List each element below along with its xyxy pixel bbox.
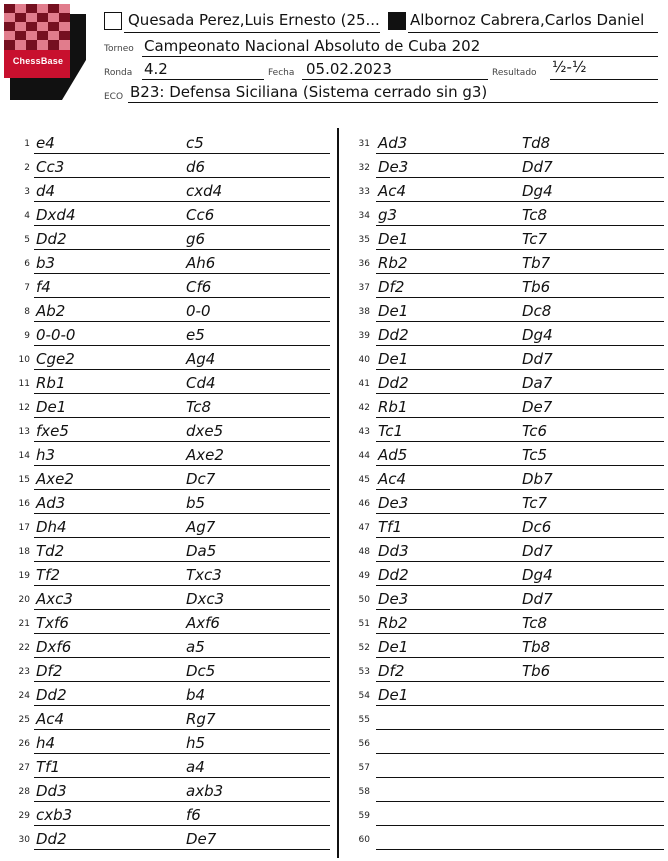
black-move: Dxc3 (186, 590, 225, 608)
white-move: e4 (36, 134, 55, 152)
black-move: Dd7 (522, 158, 553, 176)
move-row (0, 586, 332, 610)
white-move: f4 (36, 278, 51, 296)
move-number: 41 (358, 379, 370, 389)
move-row (344, 826, 664, 850)
white-move: Dd3 (36, 782, 67, 800)
white-move: Rb1 (36, 374, 66, 392)
move-row (344, 658, 664, 682)
white-square-icon (104, 12, 122, 30)
white-move: Cc3 (36, 158, 65, 176)
move-row (0, 226, 332, 250)
move-number: 19 (18, 571, 30, 581)
white-move: Ad5 (378, 446, 408, 464)
move-row (0, 826, 332, 850)
black-move: Db7 (522, 470, 553, 488)
white-move: Dh4 (36, 518, 67, 536)
move-number: 34 (358, 211, 370, 221)
torneo-label: Torneo (104, 44, 134, 54)
move-number: 17 (18, 523, 30, 533)
white-move: Ab2 (36, 302, 66, 320)
black-move: Tc8 (522, 614, 548, 632)
move-number: 29 (18, 811, 30, 821)
white-move: Dxd4 (36, 206, 76, 224)
black-move: g6 (186, 230, 206, 248)
black-move: Cc6 (186, 206, 215, 224)
move-number: 54 (358, 691, 370, 701)
move-number: 10 (18, 355, 30, 365)
black-move: Da5 (186, 542, 217, 560)
move-number: 51 (358, 619, 370, 629)
white-move: Dd3 (378, 542, 409, 560)
black-move: f6 (186, 806, 201, 824)
eco-value: B23: Defensa Siciliana (Sistema cerrado sin g3) (130, 83, 488, 101)
move-number: 2 (24, 163, 30, 173)
move-number: 49 (358, 571, 370, 581)
black-move: Axf6 (186, 614, 220, 632)
white-move: Dd2 (36, 230, 67, 248)
black-move: Ag7 (186, 518, 216, 536)
black-move: Tc6 (522, 422, 548, 440)
white-move: Ac4 (36, 710, 65, 728)
move-row (344, 394, 664, 418)
white-move: h4 (36, 734, 56, 752)
move-number: 36 (358, 259, 370, 269)
white-move: Dd2 (378, 374, 409, 392)
move-row (0, 250, 332, 274)
black-move: Dc6 (522, 518, 552, 536)
move-row (0, 298, 332, 322)
move-row (344, 226, 664, 250)
move-number: 14 (18, 451, 30, 461)
black-move: Tc7 (522, 230, 548, 248)
resultado-value: ½-½ (552, 58, 587, 76)
move-row (344, 562, 664, 586)
move-number: 23 (18, 667, 30, 677)
logo-text: ChessBase (12, 56, 64, 66)
white-move: Df2 (378, 278, 405, 296)
move-row (344, 130, 664, 154)
white-move: Dd2 (378, 326, 409, 344)
resultado-line (550, 79, 658, 80)
white-move: Ac4 (378, 182, 407, 200)
white-move: fxe5 (36, 422, 69, 440)
white-move: Dd2 (36, 686, 67, 704)
white-move: De3 (378, 590, 409, 608)
move-row (344, 706, 664, 730)
black-move: Tc8 (186, 398, 212, 416)
move-number: 44 (358, 451, 370, 461)
black-move: De7 (522, 398, 553, 416)
move-row (344, 250, 664, 274)
move-row (344, 514, 664, 538)
white-move: Ac4 (378, 470, 407, 488)
move-number: 20 (18, 595, 30, 605)
white-move-line (376, 849, 516, 850)
torneo-line (142, 56, 658, 57)
white-move: Dd2 (36, 830, 67, 848)
move-number: 12 (18, 403, 30, 413)
black-move: Tc8 (522, 206, 548, 224)
move-row (344, 178, 664, 202)
move-row (344, 322, 664, 346)
move-number: 31 (358, 139, 370, 149)
move-number: 9 (24, 331, 30, 341)
move-number: 40 (358, 355, 370, 365)
torneo-value: Campeonato Nacional Absoluto de Cuba 202 (144, 37, 481, 55)
move-number: 5 (24, 235, 30, 245)
black-move: Tb6 (522, 662, 551, 680)
white-move: g3 (378, 206, 398, 224)
white-move: Dxf6 (36, 638, 72, 656)
move-row (344, 274, 664, 298)
move-row (0, 682, 332, 706)
white-move: Df2 (378, 662, 405, 680)
move-number: 3 (24, 187, 30, 197)
move-row (0, 610, 332, 634)
move-row (0, 802, 332, 826)
move-row (0, 178, 332, 202)
black-move: De7 (186, 830, 217, 848)
black-move: h5 (186, 734, 206, 752)
move-row (0, 538, 332, 562)
black-move: Dg4 (522, 566, 553, 584)
black-move-line (516, 849, 664, 850)
black-move: cxd4 (186, 182, 223, 200)
white-move: De1 (378, 350, 409, 368)
white-move: Cge2 (36, 350, 75, 368)
white-move: Ad3 (378, 134, 408, 152)
move-number: 24 (18, 691, 30, 701)
black-move: a5 (186, 638, 205, 656)
move-row (0, 394, 332, 418)
white-move: cxb3 (36, 806, 73, 824)
move-number: 30 (18, 835, 30, 845)
white-move: Rb1 (378, 398, 408, 416)
white-move: Df2 (36, 662, 63, 680)
move-row (0, 322, 332, 346)
white-move: De1 (378, 302, 409, 320)
white-move-line (34, 849, 180, 850)
move-number: 33 (358, 187, 370, 197)
move-row (344, 538, 664, 562)
black-player-name: Albornoz Cabrera,Carlos Daniel (410, 11, 645, 29)
white-move: De3 (378, 158, 409, 176)
move-row (0, 634, 332, 658)
move-row (344, 610, 664, 634)
move-row (0, 466, 332, 490)
black-move: a4 (186, 758, 205, 776)
move-number: 4 (24, 211, 30, 221)
move-number: 52 (358, 643, 370, 653)
move-row (344, 754, 664, 778)
move-row (344, 418, 664, 442)
move-row (0, 754, 332, 778)
move-row (344, 730, 664, 754)
fecha-value: 05.02.2023 (306, 60, 392, 78)
move-number: 46 (358, 499, 370, 509)
black-move: Tc5 (522, 446, 548, 464)
black-move: Dc5 (186, 662, 216, 680)
move-row (344, 778, 664, 802)
move-number: 56 (358, 739, 370, 749)
move-row (0, 658, 332, 682)
white-move: h3 (36, 446, 56, 464)
move-number: 45 (358, 475, 370, 485)
black-move: b5 (186, 494, 206, 512)
move-row (344, 202, 664, 226)
black-move: Tb6 (522, 278, 551, 296)
ronda-line (142, 79, 264, 80)
white-move: Axe2 (36, 470, 74, 488)
move-row (0, 274, 332, 298)
move-number: 55 (358, 715, 370, 725)
move-row (344, 634, 664, 658)
move-number: 18 (18, 547, 30, 557)
move-row (0, 562, 332, 586)
white-move: Txf6 (36, 614, 69, 632)
black-move: Da7 (522, 374, 553, 392)
black-move: Dg4 (522, 182, 553, 200)
fecha-line (302, 79, 488, 80)
white-move: Dd2 (378, 566, 409, 584)
move-row (0, 346, 332, 370)
white-move: Td2 (36, 542, 65, 560)
move-number: 7 (24, 283, 30, 293)
move-number: 13 (18, 427, 30, 437)
move-row (0, 202, 332, 226)
move-number: 27 (18, 763, 30, 773)
move-row (344, 682, 664, 706)
move-row (344, 490, 664, 514)
black-move: Dd7 (522, 590, 553, 608)
move-row (344, 154, 664, 178)
black-move: Tc7 (522, 494, 548, 512)
white-move: b3 (36, 254, 56, 272)
white-move: De1 (36, 398, 67, 416)
move-number: 21 (18, 619, 30, 629)
move-number: 15 (18, 475, 30, 485)
move-number: 58 (358, 787, 370, 797)
move-row (344, 586, 664, 610)
move-number: 47 (358, 523, 370, 533)
move-row (344, 442, 664, 466)
resultado-label: Resultado (492, 68, 537, 78)
eco-label: ECO (104, 92, 124, 102)
black-move: axb3 (186, 782, 224, 800)
move-number: 22 (18, 643, 30, 653)
black-move: Ag4 (186, 350, 216, 368)
black-move: Rg7 (186, 710, 216, 728)
black-move: Cd4 (186, 374, 216, 392)
black-move-line (180, 849, 330, 850)
ronda-label: Ronda (104, 68, 133, 78)
move-number: 53 (358, 667, 370, 677)
move-row (344, 466, 664, 490)
move-number: 1 (24, 139, 30, 149)
white-move: Tf1 (378, 518, 402, 536)
move-number: 32 (358, 163, 370, 173)
black-move: Tb8 (522, 638, 551, 656)
black-move: Tb7 (522, 254, 551, 272)
white-move: De3 (378, 494, 409, 512)
black-move: Dc7 (186, 470, 216, 488)
move-number: 50 (358, 595, 370, 605)
move-row (0, 730, 332, 754)
move-row (344, 298, 664, 322)
white-player-name: Quesada Perez,Luis Ernesto (25... (128, 11, 380, 29)
black-move: Td8 (522, 134, 551, 152)
white-move: Tf2 (36, 566, 60, 584)
move-number: 60 (358, 835, 370, 845)
move-number: 37 (358, 283, 370, 293)
move-row (344, 802, 664, 826)
black-move: dxe5 (186, 422, 224, 440)
move-row (0, 370, 332, 394)
black-square-icon (388, 12, 406, 30)
column-divider (337, 128, 339, 858)
move-number: 25 (18, 715, 30, 725)
move-row (0, 130, 332, 154)
fecha-label: Fecha (268, 68, 295, 78)
black-move: Ah6 (186, 254, 216, 272)
move-number: 35 (358, 235, 370, 245)
white-move: De1 (378, 638, 409, 656)
white-move: Tc1 (378, 422, 404, 440)
move-number: 39 (358, 331, 370, 341)
black-move: 0-0 (186, 302, 211, 320)
black-move: b4 (186, 686, 206, 704)
move-row (0, 442, 332, 466)
white-player-line (124, 32, 380, 33)
move-number: 42 (358, 403, 370, 413)
white-move: De1 (378, 686, 409, 704)
black-move: e5 (186, 326, 205, 344)
move-number: 43 (358, 427, 370, 437)
black-player-line (408, 32, 658, 33)
black-move: Dg4 (522, 326, 553, 344)
black-move: Axe2 (186, 446, 224, 464)
game-header (0, 0, 668, 110)
black-move: Dd7 (522, 542, 553, 560)
move-number: 57 (358, 763, 370, 773)
black-move: d6 (186, 158, 206, 176)
white-move: 0-0-0 (36, 326, 76, 344)
move-number: 6 (24, 259, 30, 269)
white-move: Tf1 (36, 758, 60, 776)
black-move: Dd7 (522, 350, 553, 368)
move-row (0, 778, 332, 802)
eco-line (128, 102, 658, 103)
move-number: 16 (18, 499, 30, 509)
white-move: Axc3 (36, 590, 73, 608)
move-number: 48 (358, 547, 370, 557)
move-row (0, 706, 332, 730)
move-number: 26 (18, 739, 30, 749)
move-row (0, 514, 332, 538)
white-move: De1 (378, 230, 409, 248)
move-number: 38 (358, 307, 370, 317)
move-row (344, 346, 664, 370)
move-number: 8 (24, 307, 30, 317)
move-row (344, 370, 664, 394)
move-number: 28 (18, 787, 30, 797)
black-move: c5 (186, 134, 204, 152)
move-number: 11 (18, 379, 30, 389)
white-move: Ad3 (36, 494, 66, 512)
black-move: Txc3 (186, 566, 222, 584)
black-move: Cf6 (186, 278, 212, 296)
ronda-value: 4.2 (144, 60, 168, 78)
move-number: 59 (358, 811, 370, 821)
white-move: d4 (36, 182, 56, 200)
white-move: Rb2 (378, 614, 408, 632)
move-row (0, 490, 332, 514)
black-move: Dc8 (522, 302, 552, 320)
move-row (0, 418, 332, 442)
white-move: Rb2 (378, 254, 408, 272)
move-row (0, 154, 332, 178)
